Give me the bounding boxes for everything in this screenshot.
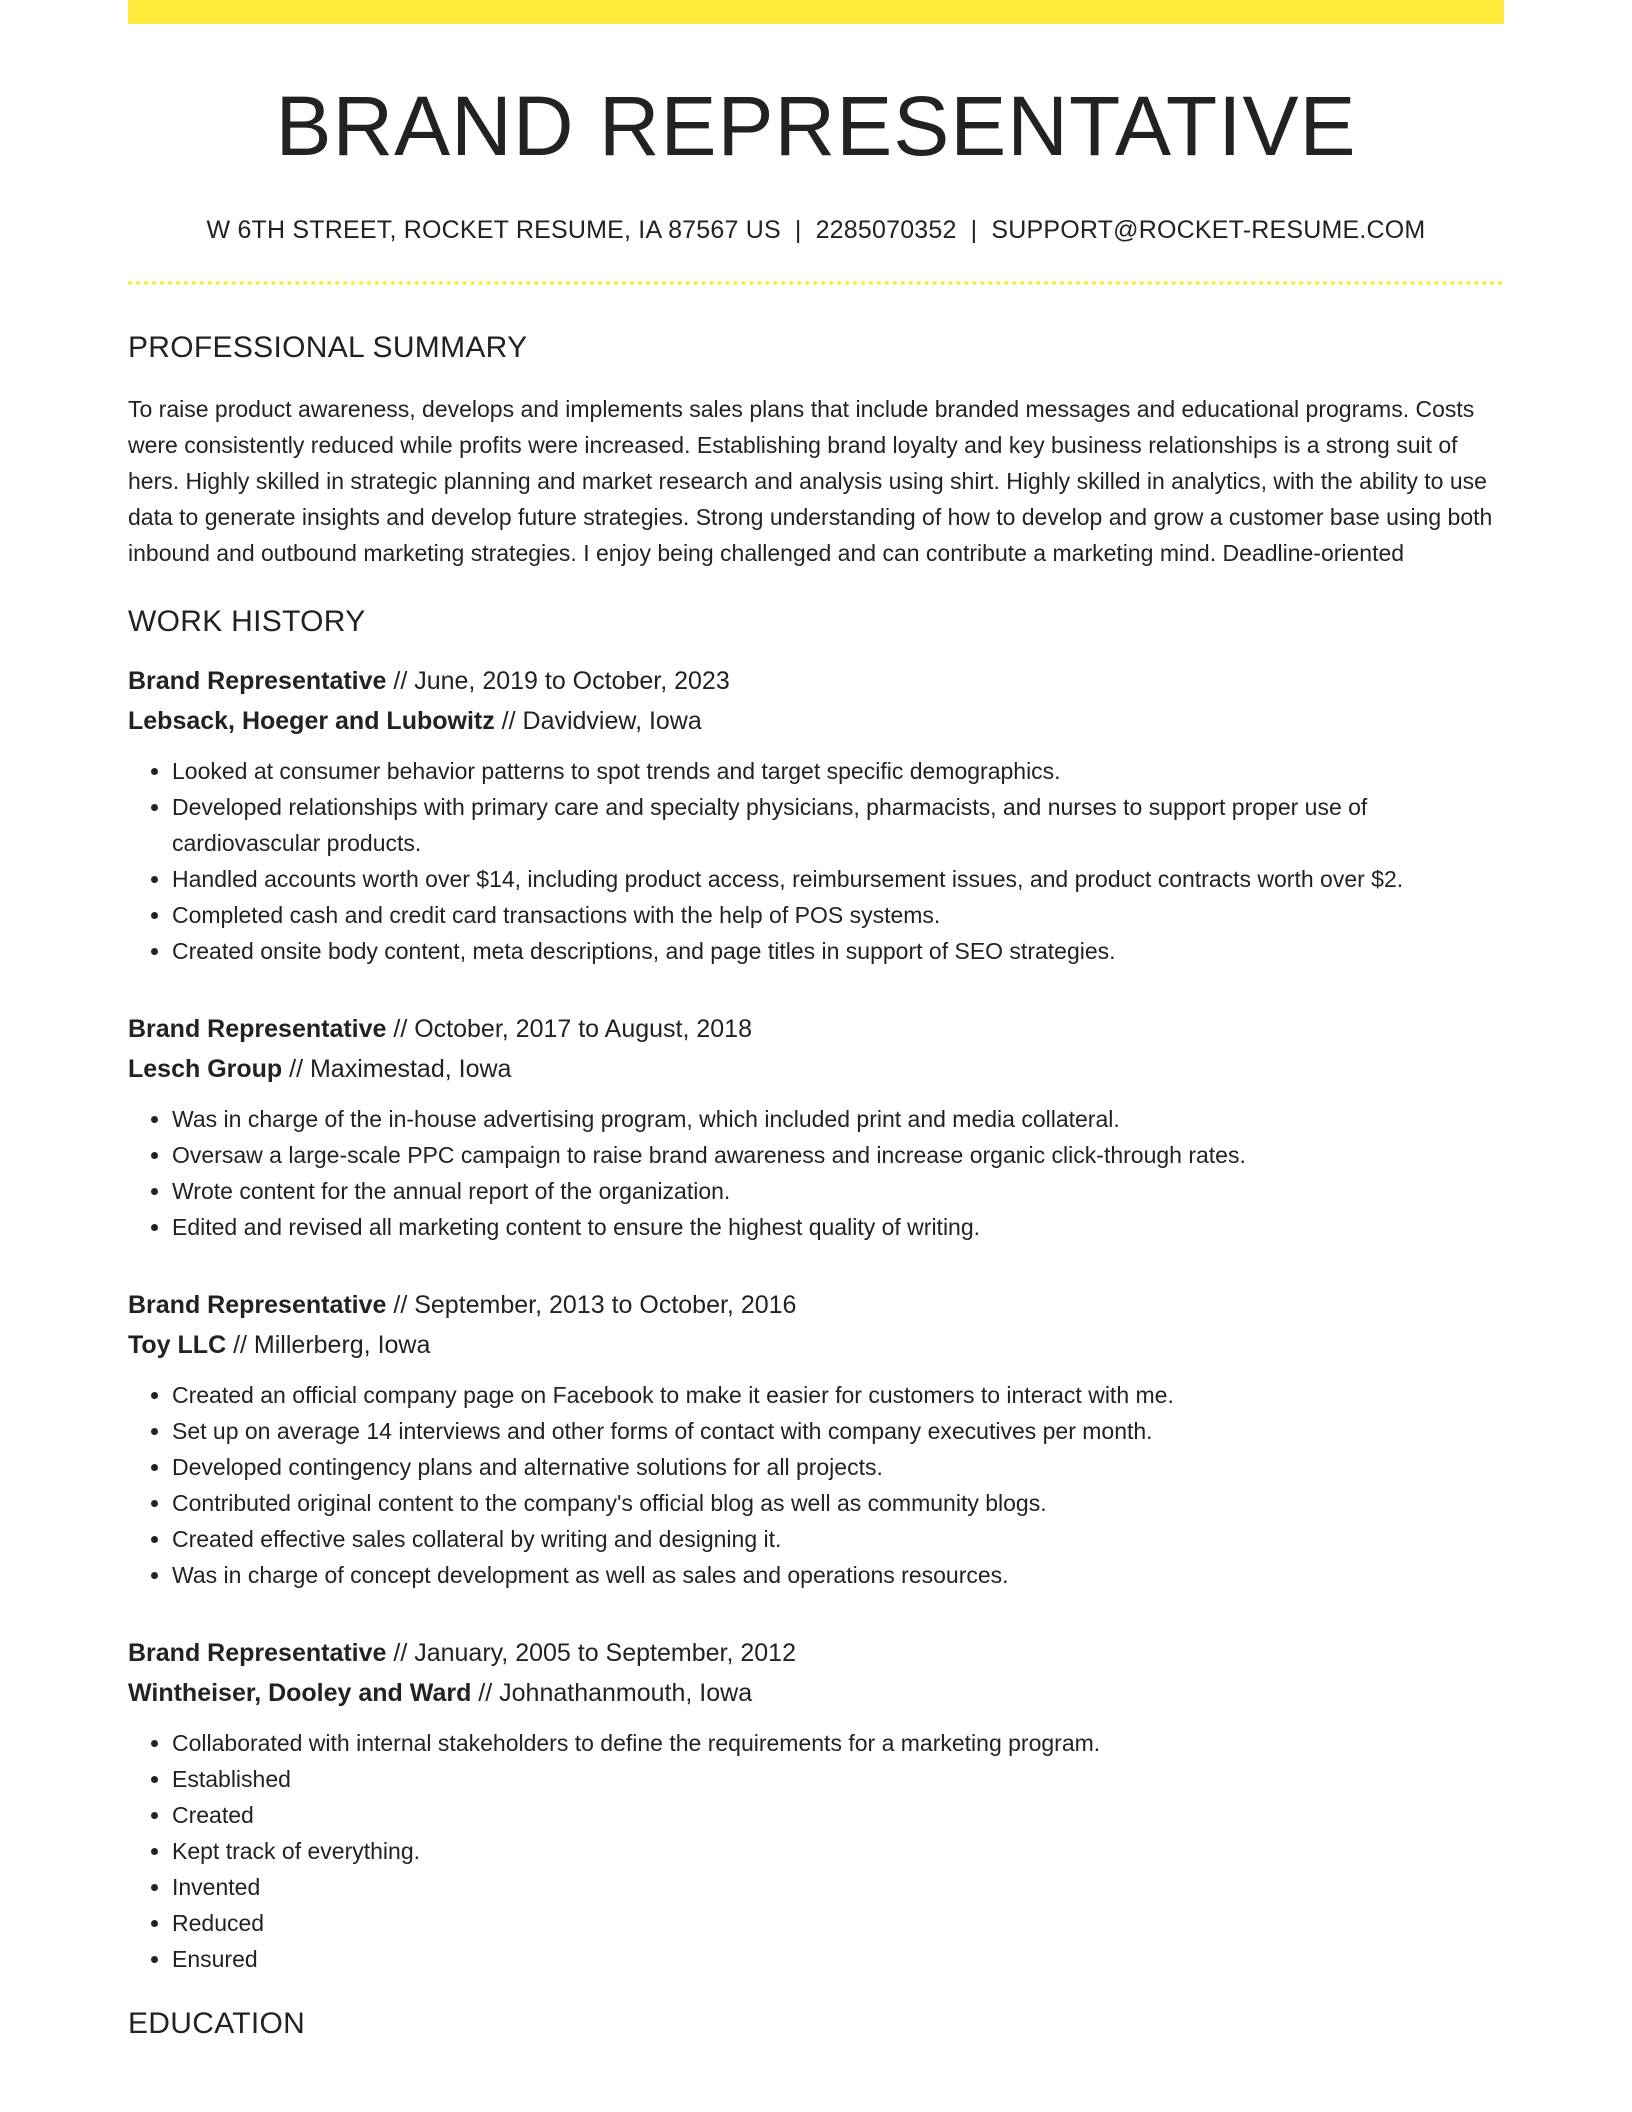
dotted-divider <box>128 281 1504 285</box>
job-bullet: • Developed contingency plans and alternative solutions for all projects. <box>172 1449 1504 1485</box>
job-bullet: • Set up on average 14 interviews and other forms of contact with company executives per month. <box>172 1413 1504 1449</box>
work-history-heading: WORK HISTORY <box>128 605 366 639</box>
job-bullet: • Collaborated with internal stakeholders to define the requirements for a marketing program. <box>172 1725 1504 1761</box>
work-history-list <box>128 661 1504 1977</box>
job-entry <box>128 1285 1504 1593</box>
job-dates: // October, 2017 to August, 2018 <box>386 1015 752 1044</box>
job-role: Brand Representative <box>128 1291 387 1320</box>
job-dates: // September, 2013 to October, 2016 <box>386 1291 797 1320</box>
job-dates: // January, 2005 to September, 2012 <box>386 1639 796 1668</box>
job-bullet-list <box>128 1101 1504 1245</box>
contact-separator: | <box>970 216 978 245</box>
job-role: Brand Representative <box>128 1639 387 1668</box>
job-bullet: • Wrote content for the annual report of the organization. <box>172 1173 1504 1209</box>
job-location: // Johnathanmouth, Iowa <box>471 1679 753 1708</box>
resume-page <box>128 0 1504 2112</box>
job-bullet: • Was in charge of the in-house advertising program, which included print and media collateral. <box>172 1101 1504 1137</box>
job-bullet: • Developed relationships with primary care and specialty physicians, pharmacists, and nurses to support proper use of cardiovascular products. <box>172 789 1504 861</box>
job-company: Wintheiser, Dooley and Ward <box>128 1679 472 1708</box>
job-role: Brand Representative <box>128 667 387 696</box>
job-location: // Millerberg, Iowa <box>226 1331 431 1360</box>
job-location: // Davidview, Iowa <box>494 707 702 736</box>
job-bullet: • Created effective sales collateral by writing and designing it. <box>172 1521 1504 1557</box>
contact-email: SUPPORT@ROCKET-RESUME.COM <box>991 216 1426 245</box>
job-bullet: • Kept track of everything. <box>172 1833 1504 1869</box>
job-role: Brand Representative <box>128 1015 387 1044</box>
job-bullet-list <box>128 1725 1504 1977</box>
job-bullet: • Contributed original content to the company's official blog as well as community blogs. <box>172 1485 1504 1521</box>
contact-phone: 2285070352 <box>815 216 957 245</box>
job-company-line <box>128 1049 1504 1089</box>
job-company: Toy LLC <box>128 1331 227 1360</box>
summary-text: To raise product awareness, develops and implements sales plans that include branded messages and educational programs. Costs were consistently reduced while profits were increased. Establishing brand loyalty and key business relationships is a strong suit of hers. Highly skilled in strategic planning and market research and analysis using shirt. Highly skilled in analytics, with the ability to use data to generate insights and develop future strategies. Strong understanding of how to develop and grow a customer base using both inbound and outbound marketing strategies. I enjoy being challenged and can contribute a marketing mind. Deadline-oriented <box>128 396 1493 567</box>
job-entry <box>128 1009 1504 1245</box>
contact-separator: | <box>794 216 802 245</box>
job-bullet: • Created an official company page on Facebook to make it easier for customers to interact with me. <box>172 1377 1504 1413</box>
job-title-line <box>128 661 1504 701</box>
job-company-line <box>128 701 1504 741</box>
job-bullet: • Reduced <box>172 1905 1504 1941</box>
job-bullet: • Was in charge of concept development as well as sales and operations resources. <box>172 1557 1504 1593</box>
contact-line <box>128 216 1504 245</box>
job-entry <box>128 1633 1504 1977</box>
contact-address: W 6TH STREET, ROCKET RESUME, IA 87567 US <box>206 216 781 245</box>
accent-top-bar <box>128 0 1504 24</box>
job-title-line <box>128 1009 1504 1049</box>
job-company: Lebsack, Hoeger and Lubowitz <box>128 707 495 736</box>
job-bullet: • Created <box>172 1797 1504 1833</box>
resume-name: BRAND REPRESENTATIVE <box>275 79 1357 173</box>
job-bullet: • Invented <box>172 1869 1504 1905</box>
job-bullet: • Established <box>172 1761 1504 1797</box>
summary-heading: PROFESSIONAL SUMMARY <box>128 331 528 365</box>
job-company-line <box>128 1673 1504 1713</box>
job-bullet-list <box>128 1377 1504 1593</box>
job-bullet: • Created onsite body content, meta descriptions, and page titles in support of SEO strategies. <box>172 933 1504 969</box>
job-bullet: • Completed cash and credit card transactions with the help of POS systems. <box>172 897 1504 933</box>
education-heading: EDUCATION <box>128 2007 306 2041</box>
job-bullet: • Oversaw a large-scale PPC campaign to raise brand awareness and increase organic click-through rates. <box>172 1137 1504 1173</box>
job-company-line <box>128 1325 1504 1365</box>
job-title-line <box>128 1633 1504 1673</box>
job-company: Lesch Group <box>128 1055 283 1084</box>
job-bullet: • Looked at consumer behavior patterns to spot trends and target specific demographics. <box>172 753 1504 789</box>
job-bullet: • Edited and revised all marketing content to ensure the highest quality of writing. <box>172 1209 1504 1245</box>
job-location: // Maximestad, Iowa <box>282 1055 512 1084</box>
job-entry <box>128 661 1504 969</box>
job-bullet: • Handled accounts worth over $14, including product access, reimbursement issues, and product contracts worth over $2. <box>172 861 1504 897</box>
job-bullet: • Ensured <box>172 1941 1504 1977</box>
job-dates: // June, 2019 to October, 2023 <box>386 667 730 696</box>
job-title-line <box>128 1285 1504 1325</box>
job-bullet-list <box>128 753 1504 969</box>
